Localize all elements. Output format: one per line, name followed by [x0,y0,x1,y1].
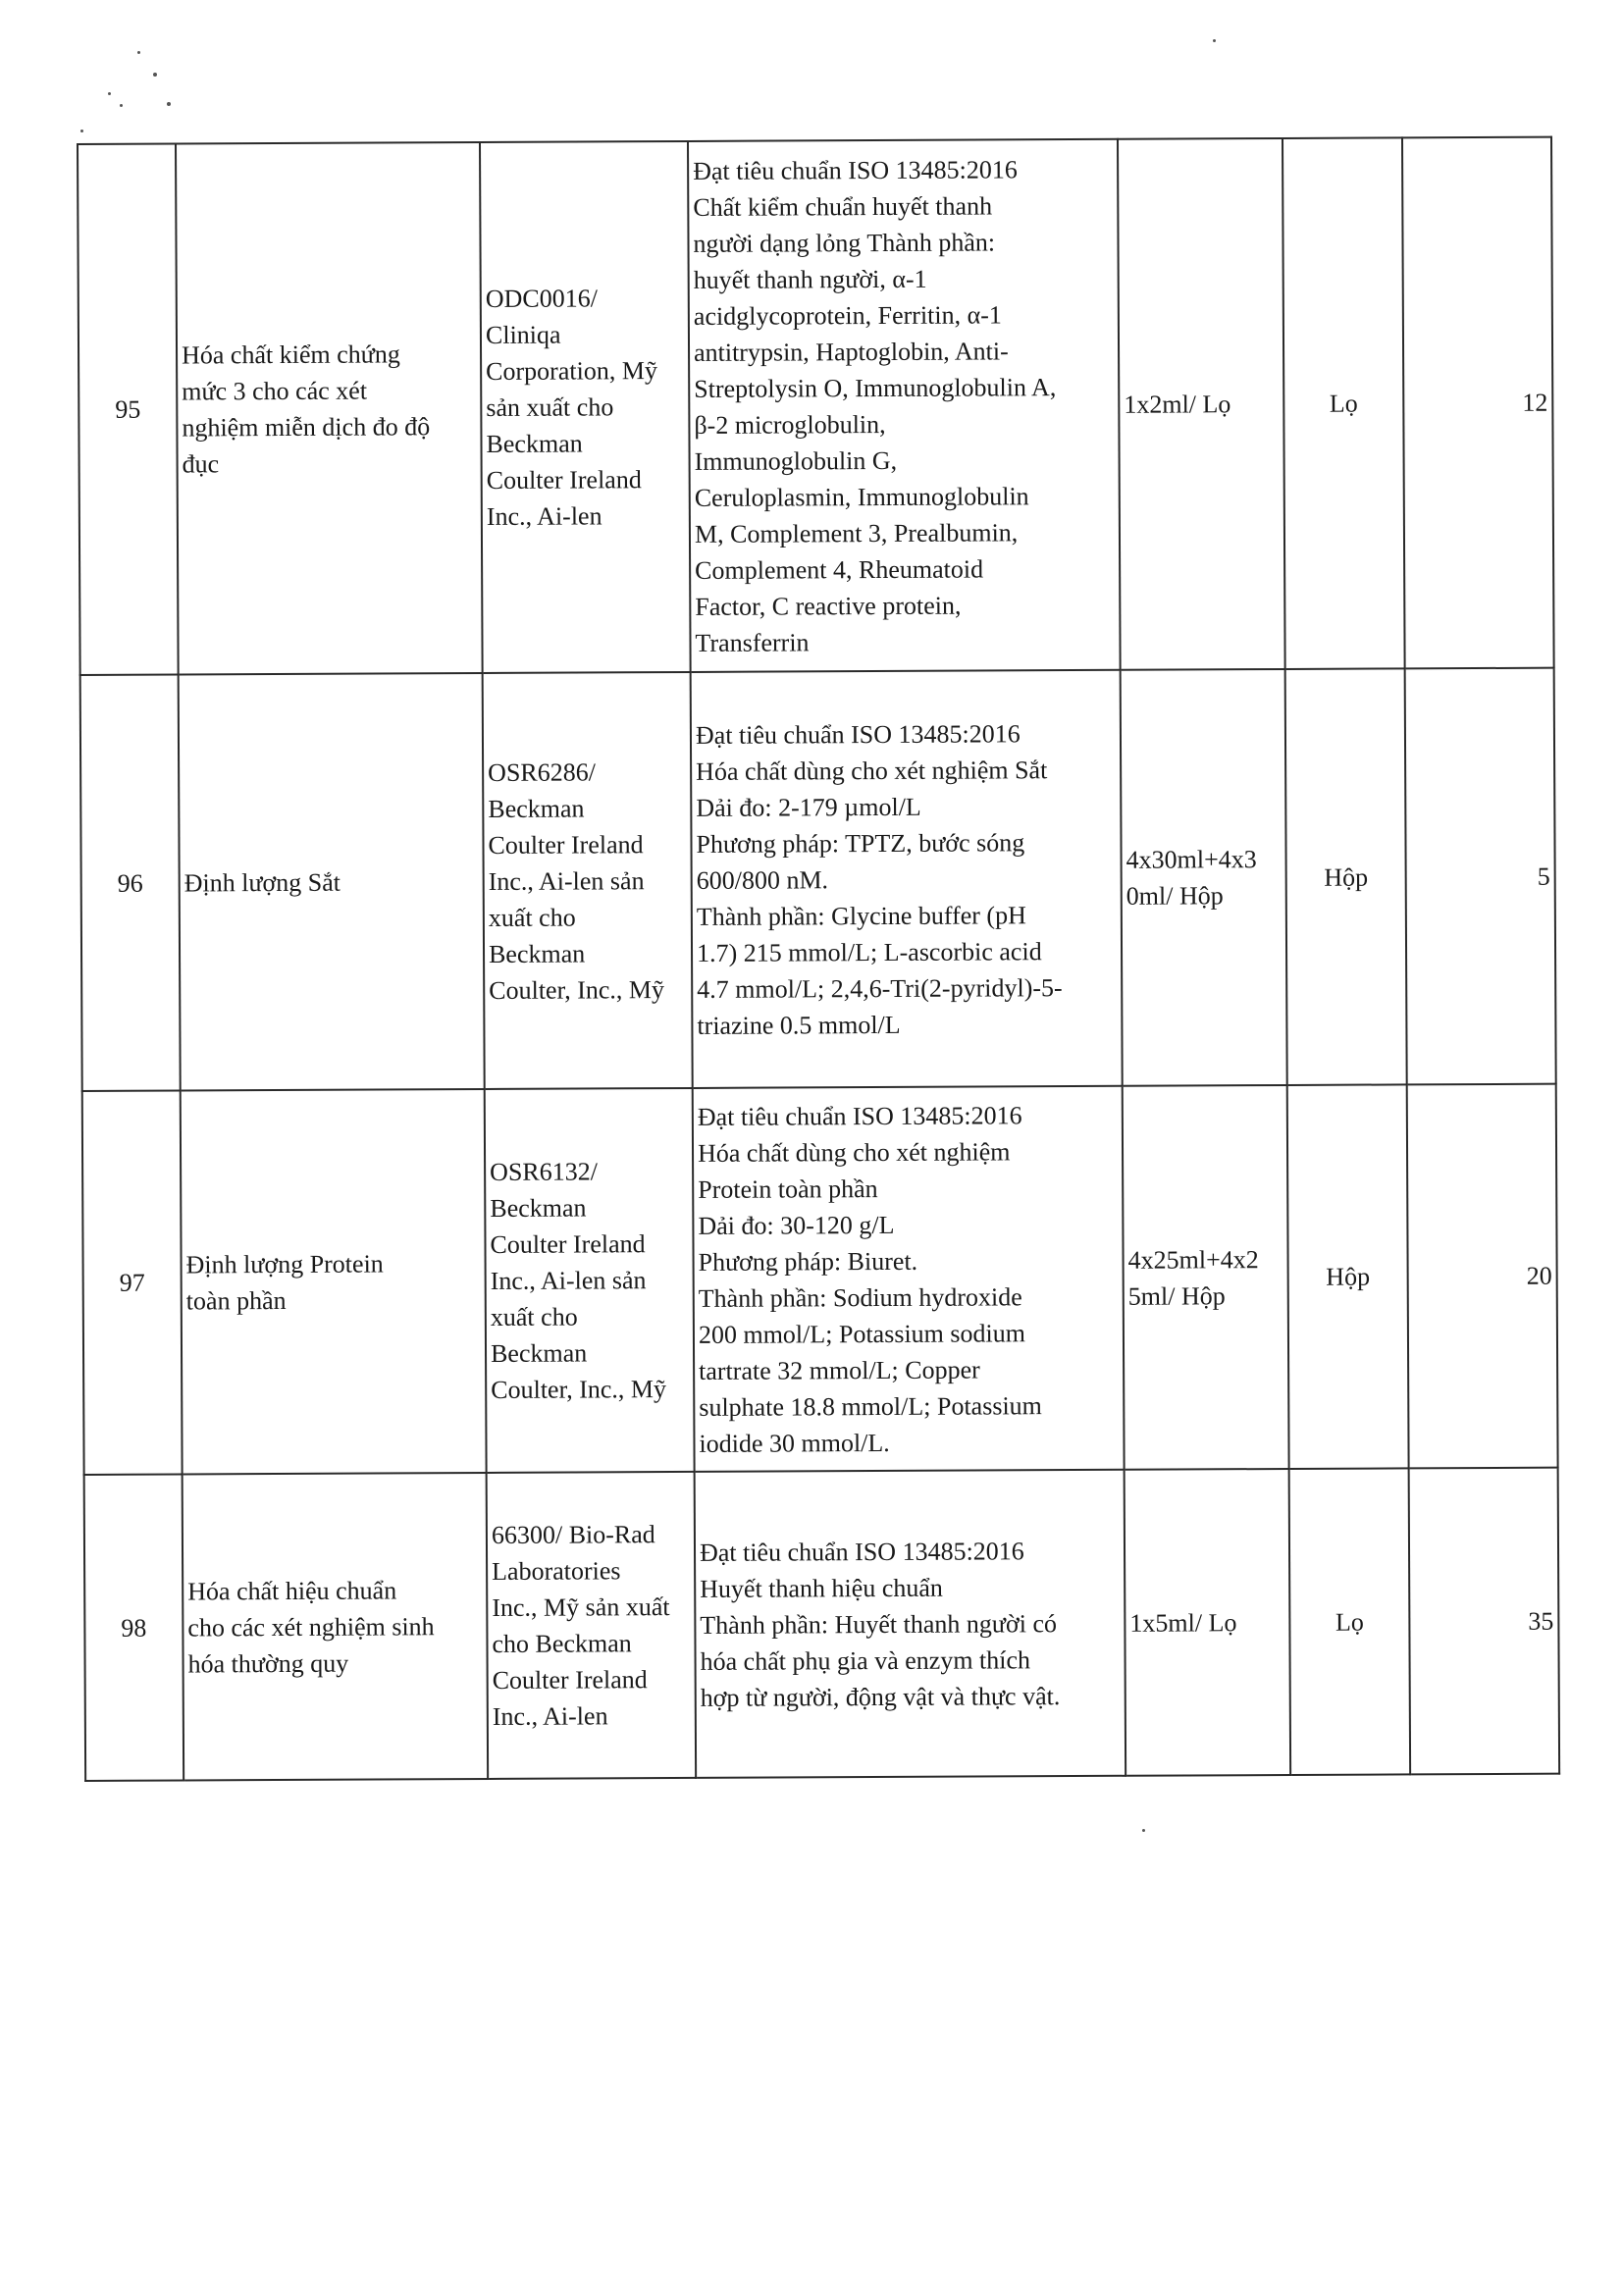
text-line: Transferrin [695,627,810,657]
text-line: Immunoglobulin G, [694,445,898,476]
text-line: M, Complement 3, Prealbumin, [694,517,1019,548]
text-line: 600/800 nM. [696,864,829,895]
text-line: triazine 0.5 mmol/L [697,1010,901,1040]
item-quantity: 12 [1402,137,1554,669]
item-name [176,142,483,675]
item-name [181,1089,487,1475]
text-line: Inc., Ai-len sản [488,865,645,896]
text-line: Cliniqa [485,320,561,349]
item-name [179,673,485,1091]
table-row [84,1468,1560,1781]
item-packaging [1121,669,1287,1086]
text-line: 1x2ml/ Lọ [1124,390,1231,419]
text-line: Beckman [490,1338,588,1368]
text-line: đục [182,448,220,478]
text-line: Đạt tiêu chuẩn ISO 13485:2016 [697,1100,1022,1131]
text-line: mức 3 cho các xét [182,376,368,405]
item-code-manufacturer [480,141,691,673]
text-line: Beckman [486,429,583,458]
text-line: iodide 30 mmol/L. [699,1428,890,1458]
text-line: Coulter Ireland [486,465,642,495]
text-line: antitrypsin, Haptoglobin, Anti- [693,336,1009,367]
scan-speck [137,51,140,54]
text-line: Ceruloplasmin, Immunoglobulin [694,481,1029,512]
item-quantity: 35 [1409,1468,1560,1775]
row-number: 95 [78,144,179,675]
row-number: 98 [84,1474,184,1780]
scan-speck [1213,39,1216,42]
item-name [183,1473,489,1781]
text-line: tartrate 32 mmol/L; Copper [699,1355,980,1385]
text-line: Định lượng Protein [185,1248,384,1278]
item-code-manufacturer [483,672,693,1089]
text-line: 200 mmol/L; Potassium sodium [698,1318,1025,1349]
text-line: acidglycoprotein, Ferritin, α-1 [693,299,1002,331]
scan-speck [153,73,157,77]
text-line: Complement 4, Rheumatoid [695,553,984,585]
text-line: 66300/ Bio-Rad [491,1520,655,1549]
text-line: Inc., Ai-len [492,1701,608,1731]
scan-speck [1142,1829,1145,1832]
text-line: 1x5ml/ Lọ [1129,1607,1237,1638]
text-line: xuất cho [490,1302,578,1331]
row-number: 96 [80,674,181,1090]
scan-speck [108,92,111,95]
text-line: Factor, C reactive protein, [695,591,962,621]
text-line: Thành phần: Sodium hydroxide [698,1281,1022,1313]
text-line: Beckman [488,793,585,823]
product-table [77,136,1560,1782]
text-line: 1.7) 215 mmol/L; L-ascorbic acid [696,936,1042,967]
text-line: nghiệm miễn dịch đo độ [182,411,431,442]
text-line: 4.7 mmol/L; 2,4,6-Tri(2-pyridyl)-5- [697,972,1063,1004]
item-specification [688,139,1121,672]
text-line: Huyết thanh hiệu chuẩn [700,1573,943,1603]
text-line: Đạt tiêu chuẩn ISO 13485:2016 [693,154,1018,185]
text-line: xuất cho [488,903,576,932]
scan-speck [120,104,123,107]
text-line: 0ml/ Hộp [1126,881,1224,911]
text-line: Phương pháp: Biuret. [698,1246,918,1277]
text-line: hóa chất phụ gia và enzym thích [700,1644,1031,1676]
text-line: ODC0016/ [485,284,598,313]
item-code-manufacturer [487,1472,697,1779]
text-line: hóa thường quy [187,1648,349,1678]
text-line: Beckman [490,1193,587,1223]
item-packaging [1123,1085,1289,1470]
text-line: Dải đo: 2-179 µmol/L [696,792,921,822]
text-line: huyết thanh người, α-1 [693,264,927,294]
table-row [78,137,1554,675]
text-line: Laboratories [492,1556,621,1586]
text-line: Chất kiểm chuẩn huyết thanh [693,190,993,222]
text-line: Inc., Ai-len [486,501,602,531]
item-quantity: 5 [1405,668,1556,1085]
row-number: 97 [82,1090,183,1474]
table-row [82,1084,1558,1475]
text-line: sulphate 18.8 mmol/L; Potassium [699,1390,1042,1422]
text-line: Coulter Ireland [490,1229,646,1259]
item-specification [695,1470,1126,1778]
text-line: Beckman [488,938,586,968]
text-line: Coulter, Inc., Mỹ [491,1375,667,1404]
text-line: cho các xét nghiệm sinh [187,1611,435,1642]
table-row [80,668,1556,1091]
text-line: Corporation, Mỹ [486,356,657,386]
text-line: Coulter Ireland [488,829,644,860]
item-specification [691,670,1123,1088]
text-line: β-2 microglobulin, [694,409,886,440]
text-line: Hóa chất hiệu chuẩn [187,1575,397,1605]
item-packaging [1125,1469,1291,1776]
item-code-manufacturer [485,1088,695,1473]
scan-speck [167,102,171,106]
text-line: Thành phần: Glycine buffer (pH [696,900,1026,931]
text-line: Coulter, Inc., Mỹ [489,974,665,1005]
item-unit: Hộp [1287,1084,1409,1469]
text-line: Inc., Mỹ sản xuất [492,1592,670,1622]
text-line: toàn phần [185,1285,287,1315]
text-line: sản xuất cho [486,392,614,422]
item-specification [693,1086,1125,1472]
text-line: Coulter Ireland [492,1665,648,1695]
text-line: 4x30ml+4x3 [1126,845,1257,874]
text-line: Streptolysin O, Immunoglobulin A, [694,372,1057,403]
text-line: Protein toàn phần [698,1174,878,1204]
scan-speck [80,130,83,132]
text-line: Phương pháp: TPTZ, bước sóng [696,827,1025,859]
text-line: OSR6286/ [488,757,597,787]
item-unit: Lọ [1283,137,1405,669]
text-line: Hóa chất dùng cho xét nghiệm Sắt [696,755,1048,786]
item-unit: Hộp [1285,668,1407,1085]
text-line: Hóa chất kiểm chứng [181,339,400,369]
item-unit: Lọ [1289,1468,1411,1775]
text-line: OSR6132/ [490,1157,599,1186]
text-line: người dạng lỏng Thành phần: [693,227,996,258]
text-line: Hóa chất dùng cho xét nghiệm [697,1136,1011,1168]
text-line: hợp từ người, động vật và thực vật. [700,1681,1061,1712]
text-line: 4x25ml+4x2 [1127,1244,1259,1275]
text-line: Đạt tiêu chuẩn ISO 13485:2016 [699,1536,1024,1567]
item-quantity: 20 [1407,1084,1558,1469]
item-packaging [1118,138,1285,670]
text-line: Dải đo: 30-120 g/L [698,1210,895,1240]
text-line: Inc., Ai-len sản [490,1266,647,1295]
text-line: Đạt tiêu chuẩn ISO 13485:2016 [695,718,1021,750]
text-line: Định lượng Sắt [183,867,341,897]
text-line: cho Beckman [492,1629,632,1658]
text-line: 5ml/ Hộp [1127,1280,1226,1311]
text-line: Thành phần: Huyết thanh người có [700,1608,1058,1640]
